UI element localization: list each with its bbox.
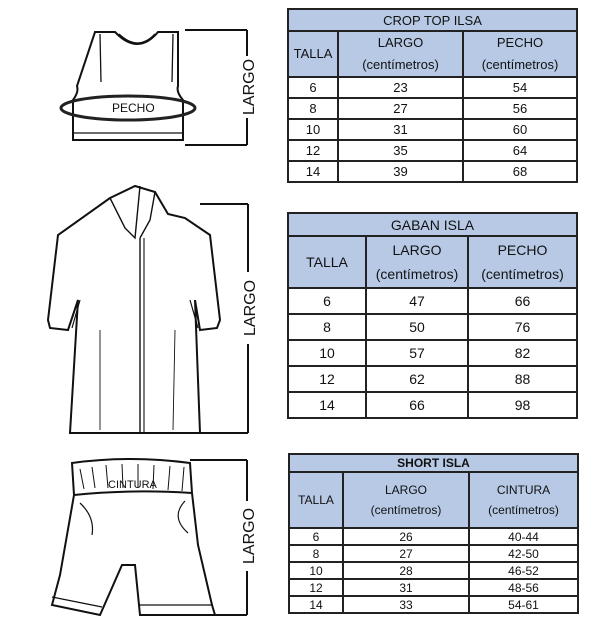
table-row (289, 545, 578, 562)
cell-length: 31 (338, 119, 463, 140)
cell-size: 6 (288, 77, 338, 98)
table-row (288, 140, 577, 161)
length-label: LARGO (242, 279, 259, 337)
cell-waist: 48-56 (469, 579, 578, 596)
table-row (288, 98, 577, 119)
table-row (288, 340, 577, 366)
header-length-unit: (centímetros) (370, 503, 442, 517)
chest-label: PECHO (112, 101, 155, 115)
crop-top-outline (73, 32, 183, 140)
length-label: LARGO (241, 58, 258, 116)
cell-length: 62 (366, 366, 468, 392)
cell-size: 12 (288, 366, 366, 392)
length-bracket (200, 204, 248, 433)
header-size: TALLA (289, 472, 343, 528)
crop-top-size-table (287, 8, 578, 183)
header-chest-unit: (centímetros) (481, 57, 559, 72)
cell-length: 66 (366, 392, 468, 418)
gaban-size-table (287, 212, 578, 419)
cell-size: 10 (289, 562, 343, 579)
header-length-label: LARGO (392, 242, 442, 258)
cell-size: 14 (288, 161, 338, 182)
table-row (289, 528, 578, 545)
table-title: SHORT ISLA (289, 454, 578, 472)
header-chest-label: PECHO (497, 242, 548, 258)
cell-waist: 42-50 (469, 545, 578, 562)
cell-length: 28 (343, 562, 469, 579)
length-label: LARGO (241, 507, 258, 565)
cell-size: 8 (289, 545, 343, 562)
cell-chest: 56 (463, 98, 577, 119)
cell-chest: 66 (468, 288, 577, 314)
header-size: TALLA (288, 236, 366, 288)
short-illustration (40, 455, 280, 630)
header-length-label: LARGO (384, 483, 427, 497)
table-row (288, 161, 577, 182)
cell-size: 10 (288, 340, 366, 366)
header-chest (468, 236, 577, 288)
header-chest-unit: (centímetros) (481, 266, 564, 282)
header-waist-unit: (centímetros) (488, 503, 559, 517)
cell-length: 23 (338, 77, 463, 98)
cell-size: 6 (289, 528, 343, 545)
table-row (289, 579, 578, 596)
header-length-label: LARGO (377, 35, 424, 50)
header-chest-label: PECHO (496, 35, 544, 50)
header-length (343, 472, 469, 528)
cell-size: 8 (288, 314, 366, 340)
header-length (338, 31, 463, 77)
cell-chest: 98 (468, 392, 577, 418)
cell-length: 47 (366, 288, 468, 314)
table-title: CROP TOP ILSA (288, 9, 577, 31)
table-row (288, 366, 577, 392)
length-bracket (190, 460, 247, 615)
short-size-table (288, 453, 579, 614)
table-row (288, 288, 577, 314)
cell-length: 27 (343, 545, 469, 562)
cell-size: 6 (288, 288, 366, 314)
cell-size: 10 (288, 119, 338, 140)
cell-waist: 46-52 (469, 562, 578, 579)
table-row (288, 119, 577, 140)
cell-length: 33 (343, 596, 469, 613)
gaban-illustration (40, 180, 280, 445)
cell-chest: 54 (463, 77, 577, 98)
gaban-outline (48, 186, 220, 433)
table-row (289, 596, 578, 613)
cell-chest: 64 (463, 140, 577, 161)
table-row (288, 392, 577, 418)
header-waist (469, 472, 578, 528)
length-bracket (185, 30, 247, 145)
cell-size: 14 (289, 596, 343, 613)
table-row (288, 314, 577, 340)
cell-length: 50 (366, 314, 468, 340)
header-size: TALLA (288, 31, 338, 77)
table-row (289, 562, 578, 579)
cell-waist: 40-44 (469, 528, 578, 545)
cell-length: 27 (338, 98, 463, 119)
cell-size: 14 (288, 392, 366, 418)
crop-top-illustration (55, 20, 280, 150)
cell-length: 26 (343, 528, 469, 545)
cell-size: 8 (288, 98, 338, 119)
cell-size: 12 (288, 140, 338, 161)
header-length-unit: (centímetros) (375, 266, 459, 282)
table-title: GABAN ISLA (288, 213, 577, 236)
cell-chest: 88 (468, 366, 577, 392)
table-row (288, 77, 577, 98)
cell-chest: 76 (468, 314, 577, 340)
header-chest (463, 31, 577, 77)
cell-chest: 68 (463, 161, 577, 182)
waist-label: CINTURA (108, 479, 157, 491)
header-length (366, 236, 468, 288)
cell-size: 12 (289, 579, 343, 596)
cell-length: 39 (338, 161, 463, 182)
cell-chest: 82 (468, 340, 577, 366)
cell-chest: 60 (463, 119, 577, 140)
cell-length: 31 (343, 579, 469, 596)
header-length-unit: (centímetros) (362, 57, 439, 72)
cell-waist: 54-61 (469, 596, 578, 613)
cell-length: 57 (366, 340, 468, 366)
cell-length: 35 (338, 140, 463, 161)
header-waist-label: CINTURA (496, 483, 551, 497)
